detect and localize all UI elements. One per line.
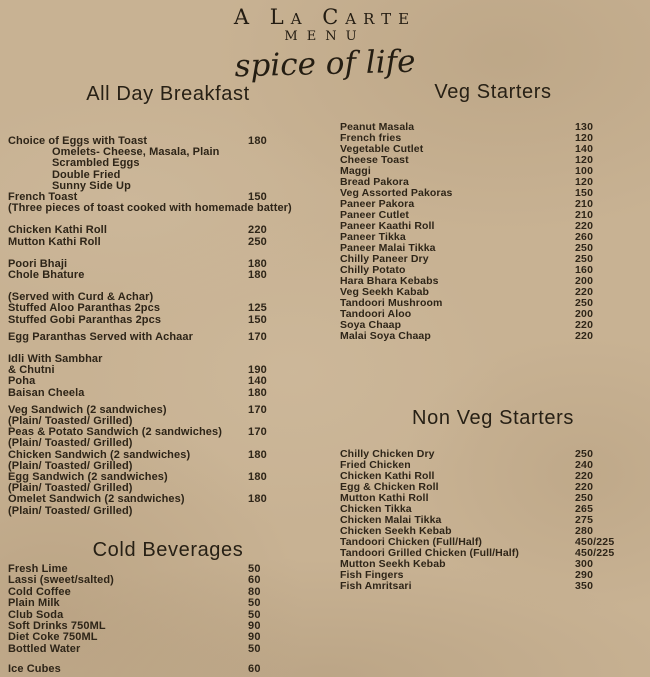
menu-item-row <box>340 155 646 166</box>
menu-item-price: 50 <box>248 608 261 621</box>
menu-item-price: 150 <box>248 191 267 204</box>
menu-item-price: 250 <box>248 235 267 248</box>
menu-item-name: Malai Soya Chaap <box>340 330 431 342</box>
section-heading: All Day Breakfast <box>86 83 250 105</box>
menu-item-name: Chicken Tikka <box>340 503 412 515</box>
menu-item-price: 190 <box>248 364 267 377</box>
menu-item-name: Vegetable Cutlet <box>340 143 424 155</box>
menu-item-name: Tandoori Grilled Chicken (Full/Half) <box>340 547 519 559</box>
menu-item-name: Idli With Sambhar <box>8 353 103 366</box>
menu-item-name: Stuffed Gobi Paranthas 2pcs <box>8 313 162 326</box>
menu-item-name: Paneer Tikka <box>340 231 406 243</box>
menu-item-price: 120 <box>575 176 594 188</box>
menu-item-name: Egg Paranthas Served with Achaar <box>8 330 193 343</box>
menu-item-price: 120 <box>575 132 594 144</box>
menu-item-name: Chilly Paneer Dry <box>340 253 429 265</box>
menu-item-price: 180 <box>248 493 267 506</box>
section-non-veg-starters <box>340 406 646 592</box>
menu-item-name: Double Fried <box>52 168 121 181</box>
menu-item-name: Veg Sandwich (2 sandwiches) <box>8 403 167 416</box>
menu-item-name: Stuffed Aloo Paranthas 2pcs <box>8 302 161 315</box>
menu-item-price: 250 <box>575 242 594 254</box>
menu-item-name: Peanut Masala <box>340 121 415 133</box>
menu-item-price: 80 <box>248 585 261 598</box>
menu-subtitle: MENU <box>284 29 366 44</box>
menu-item-row <box>8 332 328 343</box>
menu-item-name: Poha <box>8 375 36 388</box>
menu-item-name: Tandoori Mushroom <box>340 297 443 309</box>
menu-item-name: Peas & Potato Sandwich (2 sandwiches) <box>8 426 222 439</box>
menu-item-name: Omelets- Cheese, Masala, Plain <box>52 146 220 159</box>
menu-item-price: 350 <box>575 580 594 592</box>
menu-item-price: 50 <box>248 563 261 575</box>
section-rows <box>8 136 328 517</box>
menu-item-name: Fish Amritsari <box>340 580 412 592</box>
menu-item-price: 180 <box>248 135 267 147</box>
menu-item-name: Club Soda <box>8 608 64 621</box>
menu-item-name: Paneer Pakora <box>340 198 415 210</box>
menu-title: A La Carte <box>233 5 417 29</box>
menu-item-name: (Served with Curd & Achar) <box>8 291 154 304</box>
menu-item-price: 220 <box>575 286 594 298</box>
menu-item-name: Plain Milk <box>8 597 60 610</box>
menu-item-row <box>8 270 328 281</box>
menu-item-price: 60 <box>248 663 261 676</box>
menu-item-price: 90 <box>248 631 261 644</box>
menu-item-price: 220 <box>575 330 594 342</box>
menu-item-row <box>8 664 328 675</box>
menu-item-name: Chicken Seekh Kebab <box>340 525 452 537</box>
menu-item-name: Chicken Kathi Roll <box>8 224 107 237</box>
menu-tagline: spice of life <box>234 43 416 85</box>
menu-item-price: 240 <box>575 459 594 471</box>
menu-item-name: (Plain/ Toasted/ Grilled) <box>8 415 133 428</box>
menu-header <box>0 5 650 85</box>
menu-item-price: 220 <box>248 224 267 237</box>
menu-item-name: (Plain/ Toasted/ Grilled) <box>8 504 133 517</box>
menu-item-name: Fish Fingers <box>340 569 404 581</box>
menu-item-price: 210 <box>575 198 594 210</box>
menu-item-name: Tandoori Aloo <box>340 308 412 320</box>
menu-item-name: Paneer Malai Tikka <box>340 242 436 254</box>
menu-item-price: 220 <box>575 220 594 232</box>
section-cold-beverages <box>8 538 328 676</box>
menu-item-price: 260 <box>575 231 594 243</box>
menu-item-price: 275 <box>575 514 594 526</box>
menu-item-name: Hara Bhara Kebabs <box>340 275 439 287</box>
menu-item-name: Soya Chaap <box>340 319 402 331</box>
menu-item-name: Diet Coke 750ML <box>8 631 98 644</box>
menu-item-price: 140 <box>575 143 594 155</box>
section-rows <box>340 449 646 592</box>
menu-item-name: Chicken Sandwich (2 sandwiches) <box>8 448 191 461</box>
menu-item-price: 160 <box>575 264 594 276</box>
menu-item-name: Poori Bhaji <box>8 257 68 270</box>
menu-item-price: 280 <box>575 525 594 537</box>
menu-item-name: Chilly Potato <box>340 264 406 276</box>
menu-item-name: Chilly Chicken Dry <box>340 448 435 460</box>
menu-item-name: Chicken Malai Tikka <box>340 514 442 526</box>
menu-item-name: Fried Chicken <box>340 459 411 471</box>
menu-item-price: 200 <box>575 308 594 320</box>
menu-item-price: 50 <box>248 597 261 610</box>
menu-item-row <box>8 388 328 399</box>
menu-item-name: Cold Coffee <box>8 585 71 598</box>
menu-item-name: Baisan Cheela <box>8 386 85 399</box>
menu-item-row <box>8 365 328 376</box>
menu-item-name: Cheese Toast <box>340 154 409 166</box>
menu-item-row <box>340 331 646 342</box>
menu-item-name: Scrambled Eggs <box>52 157 140 170</box>
menu-item-price: 180 <box>248 386 267 399</box>
menu-item-price: 150 <box>248 313 267 326</box>
menu-item-price: 450/225 <box>575 536 615 548</box>
menu-item-name: Veg Assorted Pakoras <box>340 187 453 199</box>
menu-item-price: 220 <box>575 470 594 482</box>
section-rows <box>340 122 646 342</box>
menu-item-name: Bread Pakora <box>340 176 409 188</box>
menu-item-name: Maggi <box>340 165 371 177</box>
menu-item-name: (Plain/ Toasted/ Grilled) <box>8 459 133 472</box>
menu-item-name: Mutton Kathi Roll <box>8 235 101 248</box>
menu-item-price: 180 <box>248 448 267 461</box>
menu-item-price: 170 <box>248 403 267 416</box>
menu-item-name: Mutton Kathi Roll <box>340 492 429 504</box>
menu-item-name: Soft Drinks 750ML <box>8 620 106 633</box>
menu-item-price: 90 <box>248 620 261 633</box>
menu-item-row <box>8 203 328 214</box>
section-heading: Non Veg Starters <box>412 407 574 429</box>
menu-item-price: 130 <box>575 121 594 133</box>
menu-item-price: 100 <box>575 165 594 177</box>
menu-item-name: Lassi (sweet/salted) <box>8 574 114 587</box>
menu-item-row <box>8 237 328 248</box>
menu-item-price: 150 <box>575 187 594 199</box>
menu-item-name: Chole Bhature <box>8 269 85 282</box>
menu-item-price: 50 <box>248 642 261 655</box>
menu-item-name: (Three pieces of toast cooked with homemade batter) <box>8 202 292 215</box>
menu-item-name: Ice Cubes <box>8 663 61 676</box>
menu-item-price: 220 <box>575 481 594 493</box>
menu-item-price: 180 <box>248 269 267 282</box>
menu-item-price: 250 <box>575 448 594 460</box>
menu-item-row <box>8 644 328 655</box>
menu-item-row <box>340 581 646 592</box>
menu-item-price: 210 <box>575 209 594 221</box>
menu-item-name: Sunny Side Up <box>52 179 131 192</box>
menu-item-price: 220 <box>575 319 594 331</box>
menu-item-price: 450/225 <box>575 547 615 559</box>
menu-item-name: Omelet Sandwich (2 sandwiches) <box>8 493 185 506</box>
menu-item-price: 170 <box>248 330 267 343</box>
menu-item-name: Tandoori Chicken (Full/Half) <box>340 536 483 548</box>
section-rows <box>8 564 328 676</box>
menu-item-name: Veg Seekh Kabab <box>340 286 430 298</box>
menu-item-price: 180 <box>248 257 267 270</box>
menu-item-name: Bottled Water <box>8 642 81 655</box>
menu-item-name: & Chutni <box>8 364 55 377</box>
menu-item-name: Paneer Cutlet <box>340 209 409 221</box>
menu-item-name: Egg Sandwich (2 sandwiches) <box>8 471 168 484</box>
menu-item-price: 60 <box>248 574 261 587</box>
menu-item-name: Chicken Kathi Roll <box>340 470 435 482</box>
menu-item-name: (Plain/ Toasted/ Grilled) <box>8 482 133 495</box>
menu-item-price: 300 <box>575 558 594 570</box>
menu-item-price: 170 <box>248 426 267 439</box>
menu-item-price: 290 <box>575 569 594 581</box>
menu-item-name: Egg & Chicken Roll <box>340 481 439 493</box>
menu-item-row <box>8 506 328 517</box>
section-heading: Veg Starters <box>434 81 552 103</box>
menu-item-price: 125 <box>248 302 267 315</box>
menu-item-price: 250 <box>575 253 594 265</box>
menu-item-price: 200 <box>575 275 594 287</box>
menu-item-name: Paneer Kaathi Roll <box>340 220 435 232</box>
section-all-day-breakfast <box>8 82 328 517</box>
menu-item-name: Mutton Seekh Kebab <box>340 558 446 570</box>
menu-item-name: French Toast <box>8 191 78 204</box>
menu-item-price: 250 <box>575 297 594 309</box>
menu-item-name: (Plain/ Toasted/ Grilled) <box>8 437 133 450</box>
menu-item-price: 265 <box>575 503 594 515</box>
menu-item-name: Choice of Eggs with Toast <box>8 135 148 147</box>
menu-item-price: 180 <box>248 471 267 484</box>
menu-item-row <box>8 354 328 365</box>
section-veg-starters <box>340 80 646 342</box>
menu-item-price: 250 <box>575 492 594 504</box>
menu-item-name: French fries <box>340 132 402 144</box>
menu-item-price: 140 <box>248 375 267 388</box>
section-heading: Cold Beverages <box>92 539 244 561</box>
menu-item-name: Fresh Lime <box>8 563 68 575</box>
menu-item-price: 120 <box>575 154 594 166</box>
menu-item-row <box>8 315 328 326</box>
